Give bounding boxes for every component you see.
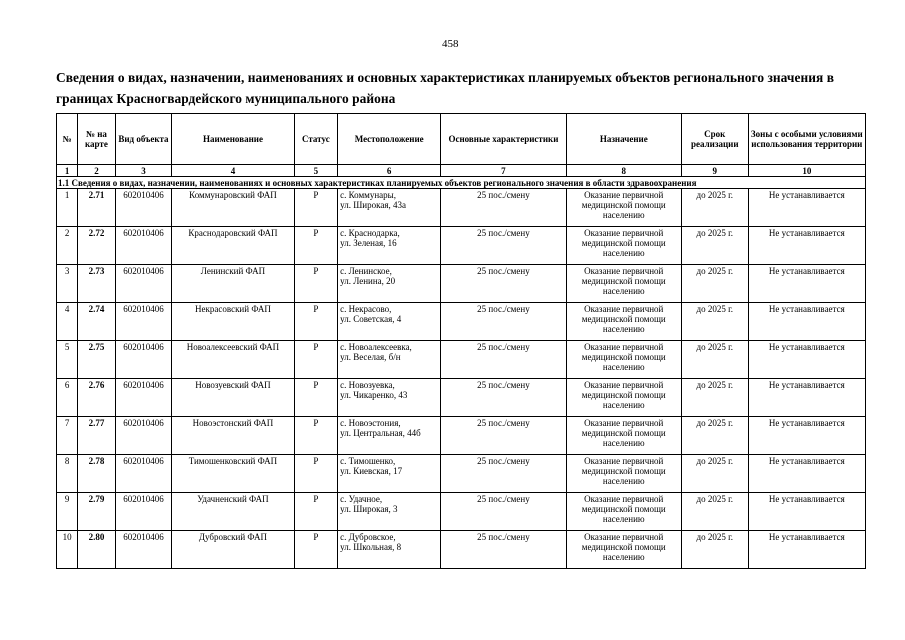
purpose-cell: Оказание первичной медицинской помощи населению bbox=[566, 379, 681, 417]
purpose-cell: Оказание первичной медицинской помощи населению bbox=[566, 341, 681, 379]
status-cell: Р bbox=[294, 531, 337, 569]
zones-cell: Не устанавливается bbox=[748, 265, 865, 303]
zones-cell: Не устанавливается bbox=[748, 379, 865, 417]
table-row bbox=[57, 341, 866, 379]
term-cell: до 2025 г. bbox=[681, 189, 748, 227]
zones-cell: Не устанавливается bbox=[748, 455, 865, 493]
location-settlement: с. Тимошенко, bbox=[340, 456, 396, 466]
table-row bbox=[57, 265, 866, 303]
object-kind-cell: 602010406 bbox=[115, 531, 172, 569]
characteristics-cell: 25 пос./смену bbox=[441, 189, 566, 227]
object-kind-cell: 602010406 bbox=[115, 303, 172, 341]
characteristics-cell: 25 пос./смену bbox=[441, 303, 566, 341]
map-number-cell: 2.76 bbox=[78, 379, 115, 417]
header-cell: Вид объекта bbox=[115, 114, 172, 165]
header-cell: Статус bbox=[294, 114, 337, 165]
location-street: ул. Широкая, 3 bbox=[340, 504, 398, 514]
location-settlement: с. Коммунары, bbox=[340, 190, 396, 200]
row-number-cell: 5 bbox=[57, 341, 78, 379]
object-name-cell: Коммунаровский ФАП bbox=[172, 189, 294, 227]
page-number: 458 bbox=[442, 38, 459, 50]
term-cell: до 2025 г. bbox=[681, 265, 748, 303]
term-cell: до 2025 г. bbox=[681, 341, 748, 379]
column-number: 3 bbox=[115, 165, 172, 177]
column-number: 2 bbox=[78, 165, 115, 177]
location-cell bbox=[338, 265, 441, 303]
purpose-cell: Оказание первичной медицинской помощи населению bbox=[566, 303, 681, 341]
purpose-cell: Оказание первичной медицинской помощи населению bbox=[566, 531, 681, 569]
zones-cell: Не устанавливается bbox=[748, 189, 865, 227]
object-name-cell: Дубровский ФАП bbox=[172, 531, 294, 569]
column-number: 8 bbox=[566, 165, 681, 177]
location-street: ул. Советская, 4 bbox=[340, 314, 402, 324]
column-number: 6 bbox=[338, 165, 441, 177]
term-cell: до 2025 г. bbox=[681, 531, 748, 569]
purpose-cell: Оказание первичной медицинской помощи населению bbox=[566, 189, 681, 227]
header-cell: Зоны с особыми условиями использования территории bbox=[748, 114, 865, 165]
location-cell bbox=[338, 303, 441, 341]
object-name-cell: Новозуевский ФАП bbox=[172, 379, 294, 417]
map-number-cell: 2.74 bbox=[78, 303, 115, 341]
object-name-cell: Новоалексеевский ФАП bbox=[172, 341, 294, 379]
term-cell: до 2025 г. bbox=[681, 379, 748, 417]
map-number-cell: 2.77 bbox=[78, 417, 115, 455]
object-name-cell: Краснодаровский ФАП bbox=[172, 227, 294, 265]
planned-objects-table bbox=[56, 113, 866, 569]
row-number-cell: 7 bbox=[57, 417, 78, 455]
status-cell: Р bbox=[294, 417, 337, 455]
table-header-row bbox=[57, 114, 866, 165]
characteristics-cell: 25 пос./смену bbox=[441, 493, 566, 531]
object-name-cell: Тимошенковский ФАП bbox=[172, 455, 294, 493]
map-number-cell: 2.79 bbox=[78, 493, 115, 531]
column-number: 1 bbox=[57, 165, 78, 177]
zones-cell: Не устанавливается bbox=[748, 493, 865, 531]
location-street: ул. Широкая, 43а bbox=[340, 200, 406, 210]
zones-cell: Не устанавливается bbox=[748, 303, 865, 341]
location-settlement: с. Краснодарка, bbox=[340, 228, 400, 238]
column-number: 5 bbox=[294, 165, 337, 177]
status-cell: Р bbox=[294, 189, 337, 227]
location-cell bbox=[338, 227, 441, 265]
map-number-cell: 2.72 bbox=[78, 227, 115, 265]
table-row bbox=[57, 417, 866, 455]
characteristics-cell: 25 пос./смену bbox=[441, 341, 566, 379]
purpose-cell: Оказание первичной медицинской помощи населению bbox=[566, 455, 681, 493]
table-row bbox=[57, 303, 866, 341]
object-kind-cell: 602010406 bbox=[115, 493, 172, 531]
location-street: ул. Зеленая, 16 bbox=[340, 238, 397, 248]
term-cell: до 2025 г. bbox=[681, 455, 748, 493]
column-number: 10 bbox=[748, 165, 865, 177]
object-kind-cell: 602010406 bbox=[115, 341, 172, 379]
status-cell: Р bbox=[294, 303, 337, 341]
status-cell: Р bbox=[294, 227, 337, 265]
purpose-cell: Оказание первичной медицинской помощи населению bbox=[566, 493, 681, 531]
characteristics-cell: 25 пос./смену bbox=[441, 455, 566, 493]
location-cell bbox=[338, 189, 441, 227]
zones-cell: Не устанавливается bbox=[748, 531, 865, 569]
characteristics-cell: 25 пос./смену bbox=[441, 379, 566, 417]
row-number-cell: 2 bbox=[57, 227, 78, 265]
section-row bbox=[57, 177, 866, 189]
header-cell: Срок реализации bbox=[681, 114, 748, 165]
map-number-cell: 2.80 bbox=[78, 531, 115, 569]
row-number-cell: 6 bbox=[57, 379, 78, 417]
row-number-cell: 1 bbox=[57, 189, 78, 227]
row-number-cell: 3 bbox=[57, 265, 78, 303]
object-kind-cell: 602010406 bbox=[115, 417, 172, 455]
table-row bbox=[57, 227, 866, 265]
row-number-cell: 4 bbox=[57, 303, 78, 341]
column-number: 7 bbox=[441, 165, 566, 177]
location-settlement: с. Новоалексеевка, bbox=[340, 342, 412, 352]
column-number: 4 bbox=[172, 165, 294, 177]
term-cell: до 2025 г. bbox=[681, 417, 748, 455]
row-number-cell: 9 bbox=[57, 493, 78, 531]
column-number: 9 bbox=[681, 165, 748, 177]
header-cell: Наименование bbox=[172, 114, 294, 165]
location-cell bbox=[338, 455, 441, 493]
location-cell bbox=[338, 417, 441, 455]
section-title: 1.1 Сведения о видах, назначении, наименованиях и основных характеристиках планируемых объектов регионального значения в области здравоохранения bbox=[57, 177, 866, 189]
object-kind-cell: 602010406 bbox=[115, 379, 172, 417]
purpose-cell: Оказание первичной медицинской помощи населению bbox=[566, 227, 681, 265]
object-kind-cell: 602010406 bbox=[115, 455, 172, 493]
object-name-cell: Новоэстонский ФАП bbox=[172, 417, 294, 455]
map-number-cell: 2.75 bbox=[78, 341, 115, 379]
location-settlement: с. Некрасово, bbox=[340, 304, 392, 314]
characteristics-cell: 25 пос./смену bbox=[441, 531, 566, 569]
map-number-cell: 2.78 bbox=[78, 455, 115, 493]
document-title: Сведения о видах, назначении, наименованиях и основных характеристиках планируемых объектов регионального значения в границах Красногвардейского муниципального района bbox=[56, 70, 834, 106]
map-number-cell: 2.73 bbox=[78, 265, 115, 303]
header-cell: Основные характеристики bbox=[441, 114, 566, 165]
purpose-cell: Оказание первичной медицинской помощи населению bbox=[566, 417, 681, 455]
term-cell: до 2025 г. bbox=[681, 493, 748, 531]
header-cell: № bbox=[57, 114, 78, 165]
row-number-cell: 10 bbox=[57, 531, 78, 569]
location-settlement: с. Дубровское, bbox=[340, 532, 396, 542]
location-street: ул. Веселая, б/н bbox=[340, 352, 401, 362]
table-row bbox=[57, 189, 866, 227]
term-cell: до 2025 г. bbox=[681, 303, 748, 341]
location-settlement: с. Новозуевка, bbox=[340, 380, 395, 390]
location-settlement: с. Новоэстония, bbox=[340, 418, 401, 428]
location-cell bbox=[338, 379, 441, 417]
header-cell: № на карте bbox=[78, 114, 115, 165]
header-cell: Назначение bbox=[566, 114, 681, 165]
location-street: ул. Чикаренко, 43 bbox=[340, 390, 408, 400]
location-street: ул. Киевская, 17 bbox=[340, 466, 403, 476]
table-body bbox=[57, 165, 866, 569]
status-cell: Р bbox=[294, 341, 337, 379]
location-settlement: с. Удачное, bbox=[340, 494, 383, 504]
table-row bbox=[57, 455, 866, 493]
characteristics-cell: 25 пос./смену bbox=[441, 227, 566, 265]
map-number-cell: 2.71 bbox=[78, 189, 115, 227]
term-cell: до 2025 г. bbox=[681, 227, 748, 265]
location-cell bbox=[338, 341, 441, 379]
location-street: ул. Центральная, 44б bbox=[340, 428, 421, 438]
object-name-cell: Удачненский ФАП bbox=[172, 493, 294, 531]
row-number-cell: 8 bbox=[57, 455, 78, 493]
location-street: ул. Ленина, 20 bbox=[340, 276, 396, 286]
object-kind-cell: 602010406 bbox=[115, 265, 172, 303]
object-name-cell: Некрасовский ФАП bbox=[172, 303, 294, 341]
location-cell bbox=[338, 493, 441, 531]
table-row bbox=[57, 531, 866, 569]
zones-cell: Не устанавливается bbox=[748, 417, 865, 455]
characteristics-cell: 25 пос./смену bbox=[441, 265, 566, 303]
header-cell: Местоположение bbox=[338, 114, 441, 165]
status-cell: Р bbox=[294, 379, 337, 417]
status-cell: Р bbox=[294, 265, 337, 303]
status-cell: Р bbox=[294, 493, 337, 531]
column-number-row bbox=[57, 165, 866, 177]
object-kind-cell: 602010406 bbox=[115, 227, 172, 265]
object-name-cell: Ленинский ФАП bbox=[172, 265, 294, 303]
status-cell: Р bbox=[294, 455, 337, 493]
table-row bbox=[57, 493, 866, 531]
zones-cell: Не устанавливается bbox=[748, 341, 865, 379]
location-settlement: с. Ленинское, bbox=[340, 266, 392, 276]
object-kind-cell: 602010406 bbox=[115, 189, 172, 227]
purpose-cell: Оказание первичной медицинской помощи населению bbox=[566, 265, 681, 303]
table-row bbox=[57, 379, 866, 417]
zones-cell: Не устанавливается bbox=[748, 227, 865, 265]
location-street: ул. Школьная, 8 bbox=[340, 542, 402, 552]
characteristics-cell: 25 пос./смену bbox=[441, 417, 566, 455]
location-cell bbox=[338, 531, 441, 569]
